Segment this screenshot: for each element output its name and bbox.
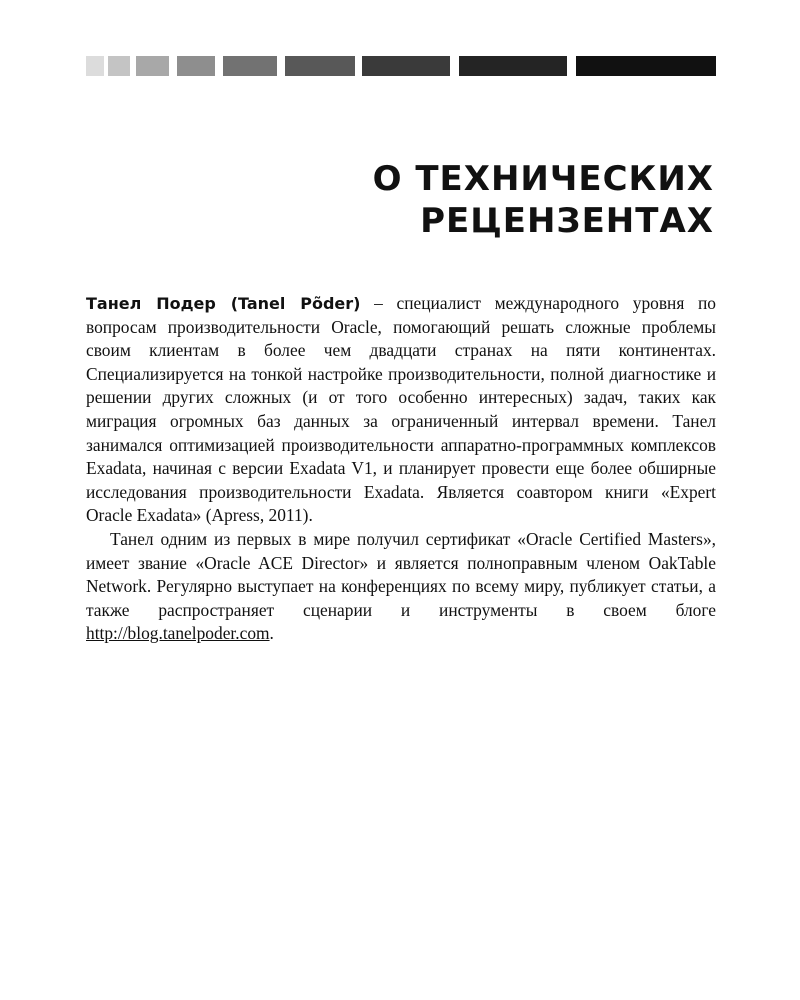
header-bar-segment: [576, 56, 716, 76]
header-bar-segment: [362, 56, 450, 76]
header-bar-segment: [223, 56, 277, 76]
paragraph-2: [86, 528, 716, 646]
header-bar-segment: [177, 56, 215, 76]
paragraph-2-text: Танел одним из первых в мире получил сертификат «Oracle Certified Masters», имеет звание «Oracle ACE Director» и является полноправным членом OakTable Network. Регулярно выступает на конференциях по всему миру, публикует статьи, а также распространяет сценарии и инструменты в своем блоге: [86, 528, 716, 620]
chapter-title-line-1: О ТЕХНИЧЕСКИХ: [372, 159, 714, 199]
chapter-title-line-2: РЕЦЕНЗЕНТАХ: [420, 201, 714, 241]
header-bar-segment: [108, 56, 130, 76]
header-bar-segment: [285, 56, 355, 76]
paragraph-2-end: .: [269, 623, 274, 644]
chapter-title: [114, 158, 714, 242]
reviewer-name: Танел Подер (Tanel Põder): [86, 294, 361, 313]
blog-link[interactable]: http://blog.tanelpoder.com: [86, 623, 270, 644]
paragraph-1-text: – специалист международного уровня по вопросам производительности Oracle, помогающий решать сложные проблемы своим клиентам в более чем двадцати странах на пяти континентах. Специализируется на тонкой настройке производительности, полной диагностике и решении других сложных (и от того особенно интересных) задач, таких как миграция огромных баз данных за ограниченный интервал времени. Танел занимался оптимизацией производительности аппаратно-программных комплексов Exadata, начиная с версии Exadata V1, и планирует провести еще более обширные исследования производительности Exadata. Является соавтором книги «Expert Oracle Exadata» (Apress, 2011).: [86, 293, 717, 526]
header-bar-segment: [136, 56, 169, 76]
body-text: [86, 292, 716, 646]
paragraph-1: [86, 292, 716, 528]
chapter-header-bar: [86, 56, 716, 76]
header-bar-segment: [459, 56, 567, 76]
header-bar-segment: [86, 56, 104, 76]
